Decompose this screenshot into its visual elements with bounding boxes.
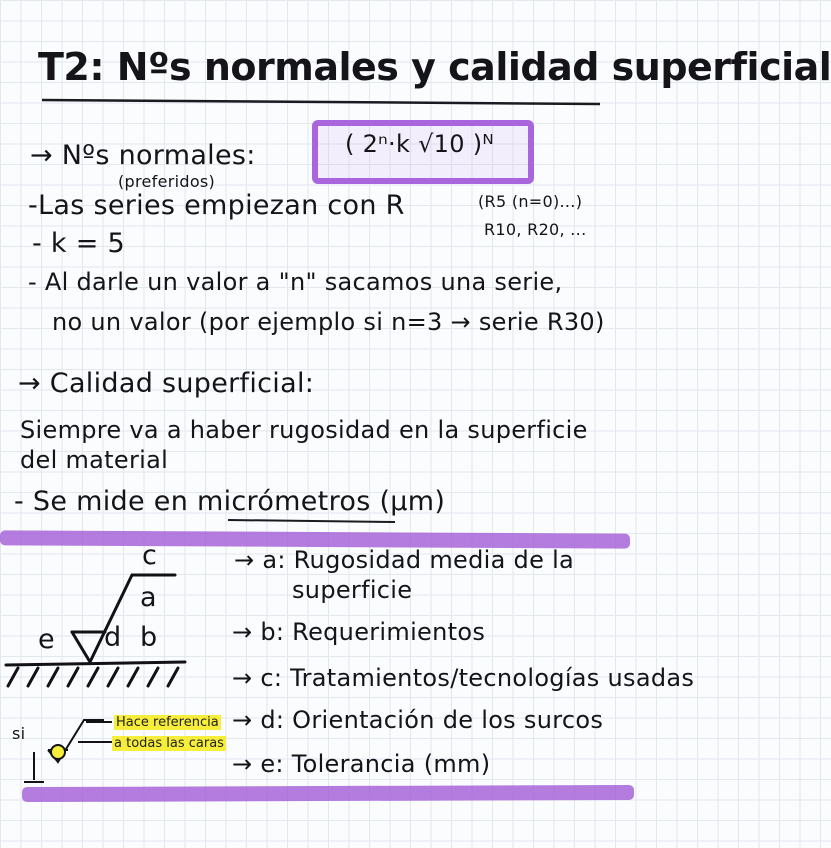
legend-item-d: → d: Orientación de los surcos <box>232 706 604 734</box>
legend-item-c: → c: Tratamientos/tecnologías usadas <box>232 664 695 692</box>
calidad-line-2: del material <box>20 446 169 474</box>
calidad-heading: → Calidad superficial: <box>18 368 315 399</box>
normales-line-4: no un valor (por ejemplo si n=3 → serie R30) <box>52 308 605 336</box>
note-line-1: Hace referencia <box>116 715 219 730</box>
normales-note-1: (R5 (n=0)...) <box>478 192 583 211</box>
symbol-label-a: a <box>140 582 157 613</box>
calidad-line-1: Siempre va a haber rugosidad en la superficie <box>20 416 588 444</box>
note-line-2: a todas las caras <box>114 736 224 751</box>
normales-line-2: - k = 5 <box>32 228 126 259</box>
legend-item-a-cont: superficie <box>292 576 413 604</box>
all-faces-circle-icon <box>51 745 65 759</box>
normales-line-3: - Al darle un valor a "n" sacamos una serie, <box>28 268 563 296</box>
symbol-label-e: e <box>38 624 55 655</box>
calidad-line-3: - Se mide en micrómetros (μm) <box>14 486 446 517</box>
symbol-label-c: c <box>142 540 158 571</box>
symbol-si-label: si <box>12 724 26 743</box>
normales-heading: → Nºs normales: <box>30 140 256 171</box>
page-title: T2: Nºs normales y calidad superficial <box>38 45 831 89</box>
symbol-label-d: d <box>104 622 122 653</box>
symbol-label-b: b <box>140 622 158 653</box>
legend-item-e: → e: Tolerancia (mm) <box>232 750 491 778</box>
highlight-bar-bottom <box>22 785 634 802</box>
legend-item-a: → a: Rugosidad media de la <box>234 546 575 574</box>
normales-subheading: (preferidos) <box>118 172 216 191</box>
legend-item-b: → b: Requerimientos <box>232 618 486 646</box>
formula: ( 2ⁿ·k √10 )ᴺ <box>345 130 495 158</box>
normales-note-2: R10, R20, ... <box>484 220 587 239</box>
normales-line-1: -Las series empiezan con R <box>28 190 405 221</box>
